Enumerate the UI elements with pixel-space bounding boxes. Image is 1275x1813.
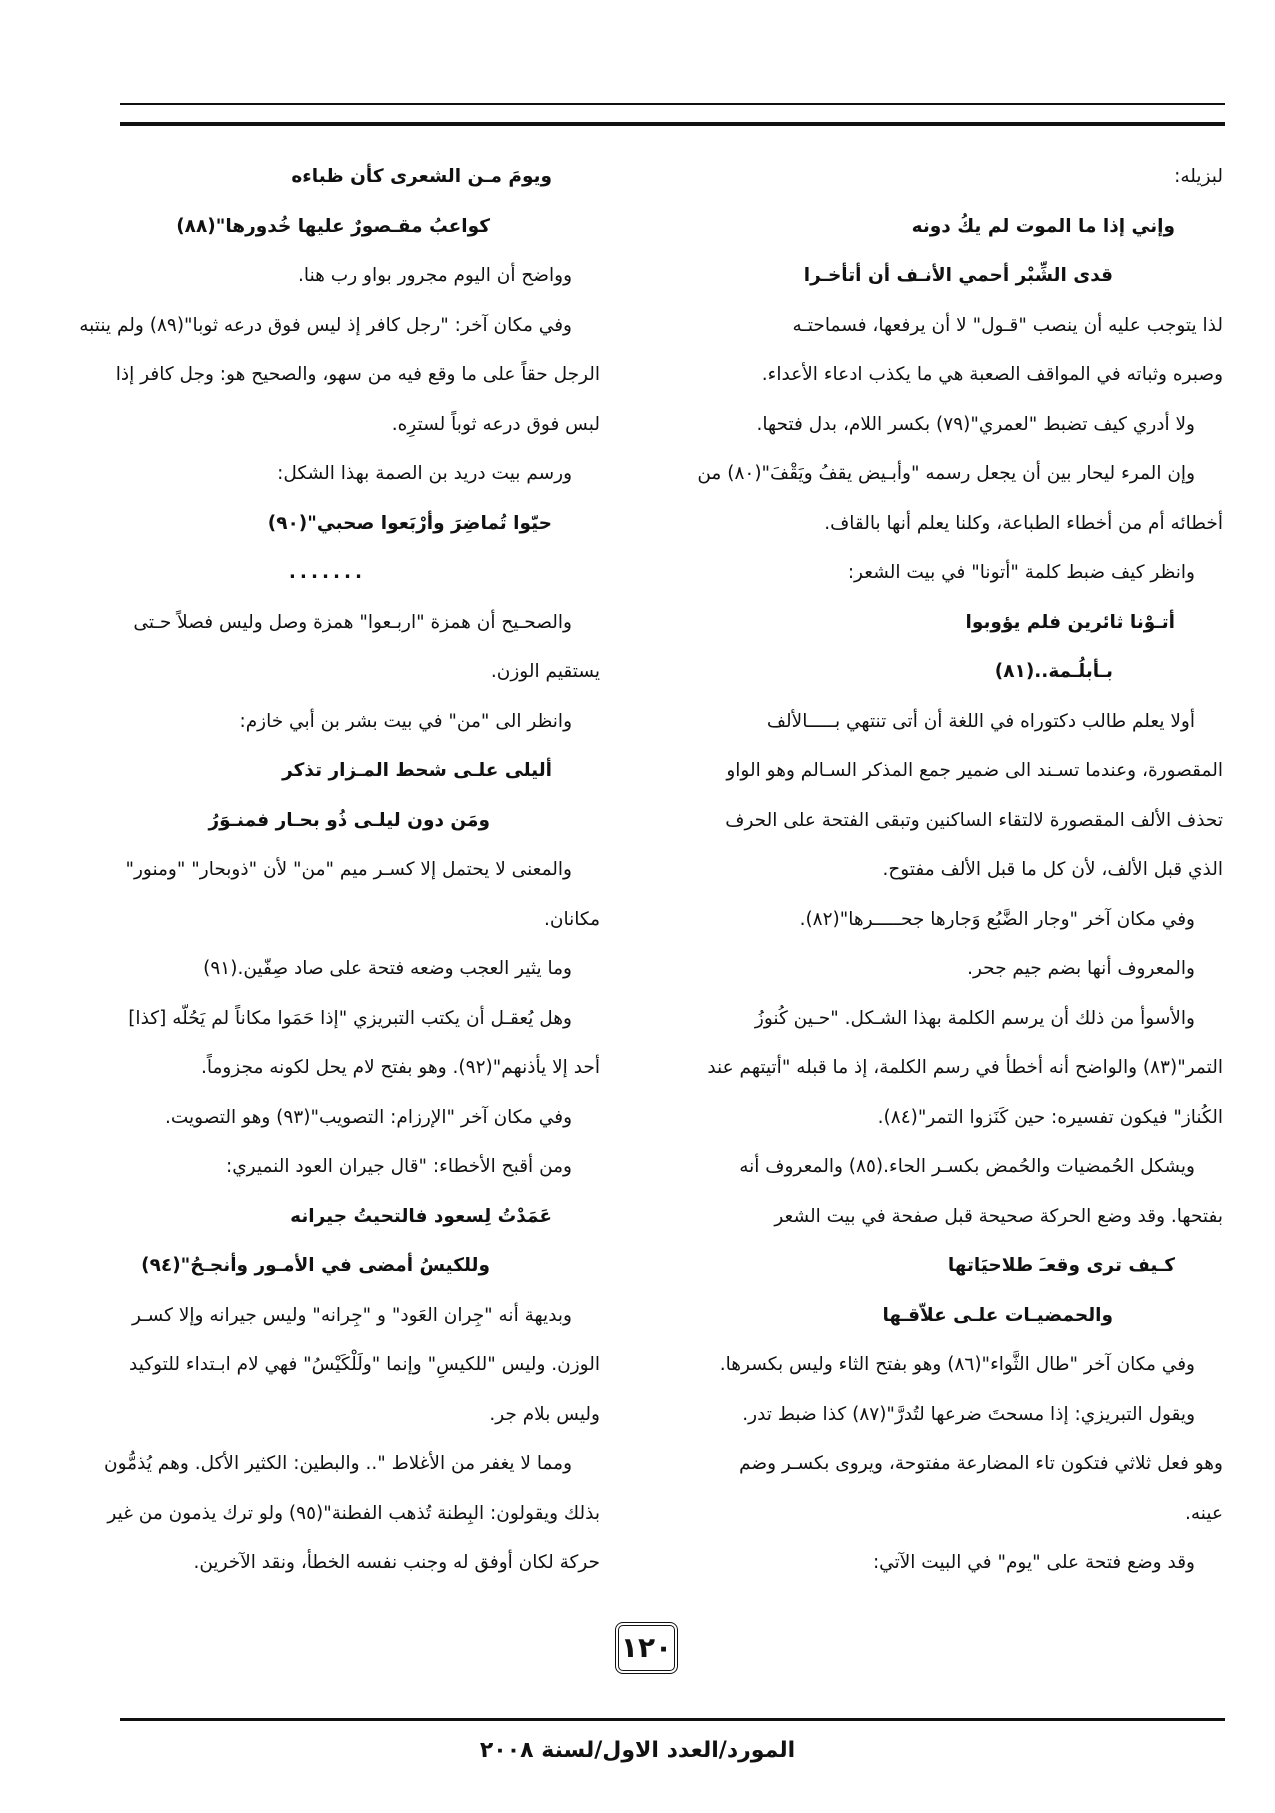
journal-footer: المورد/العدد الاول/لسنة ٢٠٠٨ [479, 1738, 796, 1763]
left-column-line: والصحـيح أن همزة "اربـعوا" همزة وصل وليس فصلاً حـتى [133, 611, 572, 633]
right-column-line: والحمضيـات علـى علاّقـها [882, 1304, 1113, 1326]
right-column-line: الكُناز" فيكون تفسيره: حين كَنَزوا التمر"(٨٤). [877, 1106, 1223, 1128]
left-column-line: وواضح أن اليوم مجرور بواو رب هنا. [298, 265, 572, 286]
left-column-line: الرجل حقاً على ما وقع فيه من سهو، والصحيح هو: وجل كافر إذا [115, 364, 600, 385]
right-column-line: أتـوْنا ثائرين فلم يؤوبوا [965, 611, 1175, 633]
right-column-line: بفتحها. وقد وضع الحركة صحيحة قبل صفحة في بيت الشعر [774, 1205, 1223, 1227]
left-column-line: ....... [288, 562, 367, 583]
right-column-line: المقصورة، وعندما تسـند الى ضمير جمع المذكر السـالم وهو الواو [726, 760, 1223, 781]
right-column-line: تحذف الألف المقصورة لالتقاء الساكنين وتبقى الفتحة على الحرف [725, 809, 1223, 831]
left-column-line: لبس فوق درعه ثوباً لسترِه. [391, 413, 600, 435]
left-column-line: مكانان. [543, 908, 600, 930]
left-column-line: الوزن. وليس "للكيسِ" وإنما "ولَلْكَيْسُ" فهي لام ابـتداء للتوكيد [129, 1354, 600, 1375]
right-column-line: وقد وضع فتحة على "يوم" في البيت الآتي: [872, 1552, 1195, 1573]
right-column-line: عينه. [1184, 1502, 1223, 1524]
right-column-line: أخطائه أم من أخطاء الطباعة، وكلنا يعلم أنها بالقاف. [824, 512, 1223, 534]
left-column-line: وليس بلام جر. [489, 1403, 600, 1425]
right-column-line: ولا أدري كيف تضبط "لعمري"(٧٩) بكسر اللام، بدل فتحها. [756, 413, 1195, 435]
right-column-line: لبزيله: [1174, 166, 1223, 187]
right-column-line: التمر"(٨٣) والواضح أنه أخطأ في رسم الكلمة، إذ ما قبله "أتيتهم عند [707, 1057, 1223, 1078]
right-column-line: ويشكل الحُمضيات والحُمض بكسـر الحاء.(٨٥) والمعروف أنه [739, 1156, 1195, 1177]
right-text-column [678, 152, 1223, 1617]
left-column-line: وفي مكان آخر "الإرزام: التصويب"(٩٣) وهو التصويت. [164, 1106, 572, 1128]
left-column-line: حركة لكان أوفق له وجنب نفسه الخطأ، ونقد الآخرين. [193, 1552, 600, 1573]
left-column-line: ويومَ مـن الشعرى كأن ظباءه [291, 166, 552, 187]
left-column-line: أليلى علـى شحط المـزار تذكر [282, 760, 552, 781]
left-column-line: وفي مكان آخر: "رجل كافر إذ ليس فوق درعه ثوبا"(٨٩) ولم ينتبه [79, 314, 572, 336]
right-column-line: وانظر كيف ضبط كلمة "أتونا" في بيت الشعر: [847, 562, 1195, 583]
left-column-line: والمعنى لا يحتمل إلا كسـر ميم "من" لأن "ذوبحار" "ومنور" [125, 859, 572, 880]
left-column-line: كواعبُ مقـصورٌ عليها خُدورها"(٨٨) [176, 215, 490, 237]
header-rule-thick [120, 122, 1225, 126]
left-column-line: أحد إلا يأذنهم"(٩٢). وهو بفتح لام يحل لكونه مجزوماً. [200, 1057, 600, 1078]
page-number: ١٢٠ [615, 1622, 678, 1674]
right-column-line: لذا يتوجب عليه أن ينصب "قـول" لا أن يرفعها، فسماحتـه [792, 314, 1223, 336]
right-column-line: كـيف ترى وقعـَ طلاحيَاتها [947, 1255, 1175, 1276]
left-column-line: ومن أقبح الأخطاء: "قال جيران العود النميري: [225, 1156, 572, 1177]
left-column-line: وانظر الى "من" في بيت بشر بن أبي خازم: [239, 710, 572, 732]
left-column-line: ورسم بيت دريد بن الصمة بهذا الشكل: [277, 463, 572, 484]
right-column-line: والمعروف أنها بضم جيم جحر. [967, 958, 1195, 979]
right-column-line: أولا يعلم طالب دكتوراه في اللغة أن أتى تنتهي بـــــالألف [766, 710, 1195, 732]
right-column-line: ويقول التبريزي: إذا مسحتَ ضرعها لتُدرَّ"(٨٧) كذا ضبط تدر. [742, 1403, 1195, 1425]
left-column-line: ومَن دون ليلـى ذُو بحـار فمنـوَرُ [208, 809, 490, 831]
left-column-line: حيّوا تُماضِرَ وأرْبَعوا صحبي"(٩٠) [267, 512, 552, 534]
left-column-line: يستقيم الوزن. [490, 661, 600, 682]
right-column-line: وهو فعل ثلاثي فتكون تاء المضارعة مفتوحة، ويروى بكسـر وضم [739, 1453, 1223, 1474]
right-column-line: وفي مكان آخر "طال الثَّواء"(٨٦) وهو بفتح الثاء وليس بكسرها. [719, 1354, 1195, 1375]
right-column-line: والأسوأ من ذلك أن يرسم الكلمة بهذا الشـكل. "حـين كُنوزُ [754, 1007, 1195, 1029]
left-column-line: وما يثير العجب وضعه فتحة على صاد صِفّين.(٩١) [203, 958, 572, 979]
right-column-line: بـأبلُـمة..(٨١) [994, 661, 1113, 682]
right-column-line: الذي قبل الألف، لأن كل ما قبل الألف مفتوح. [882, 859, 1223, 880]
left-text-column [55, 152, 600, 1617]
right-column-line: وصبره وثباته في المواقف الصعبة هي ما يكذب ادعاء الأعداء. [761, 364, 1223, 385]
right-column-line: وإن المرء ليحار بين أن يجعل رسمه "وأبـيض يقفُ ويَقْفَ"(٨٠) من [697, 463, 1195, 484]
header-rule-thin [120, 103, 1225, 105]
left-column-line: وهل يُعقـل أن يكتب التبريزي "إذا حَمَوا مكاناً لم يَحُلّه [كذا] [128, 1007, 572, 1029]
right-column-line: وفي مكان آخر "وجار الضَّبُع وَجارها جحـــــرها"(٨٢). [799, 908, 1195, 930]
left-column-line: بذلك ويقولون: البِطنة تُذهب الفطنة"(٩٥) ولو ترك يذمون من غير [107, 1502, 600, 1524]
left-column-line: وبديهة أنه "جِران العَود" و "جِرانه" وليس جيرانه وإلا كسـر [132, 1304, 572, 1326]
footer-rule [120, 1718, 1225, 1721]
left-column-line: عَمَدْتُ لِسعود فالتحيتُ جيرانه [290, 1205, 552, 1227]
right-column-line: قدى الشِّبْر أحمي الأنـف أن أتأخـرا [803, 265, 1113, 286]
left-column-line: ومما لا يغفر من الأغلاط ".. والبطين: الكثير الأكل. وهم يُذمُّون [104, 1453, 572, 1474]
right-column-line: وإني إذا ما الموت لم يكُ دونه [911, 215, 1175, 237]
left-column-line: وللكيسُ أمضى في الأمـور وأنجـحُ"(٩٤) [141, 1255, 490, 1276]
